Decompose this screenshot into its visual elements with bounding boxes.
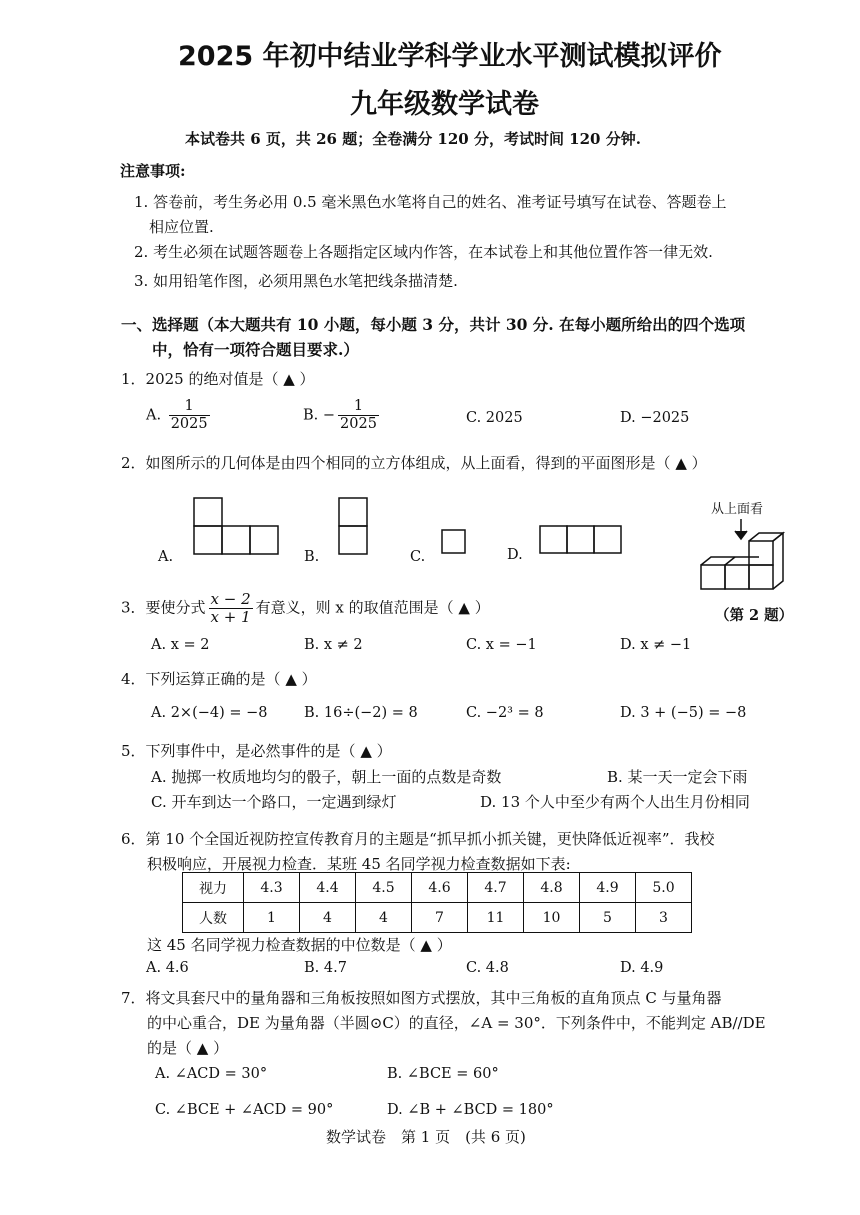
q2-option-d-figure: [539, 525, 623, 555]
q2-view-label: 从上面看: [711, 502, 764, 517]
table-cell: 5: [580, 903, 636, 933]
q3-stem: 3．要使分式 $\frac{x - 2}{x + 1}$ 有意义，则 x 的取值范围是（ ▲ ）: [121, 590, 490, 626]
q7-stem: 7．将文具套尺中的量角器和三角板按照如图方式摆放，其中三角板的直角顶点 C 与量角器: [121, 989, 722, 1007]
notice-item-1-cont: 相应位置.: [149, 218, 214, 236]
table-row: [183, 903, 692, 933]
table-cell: 11: [468, 903, 524, 933]
page-footer: 数学试卷 第 1 页 (共 6 页): [326, 1128, 526, 1146]
q2-option-d-label: D.: [507, 547, 523, 563]
q2-stem: 2．如图所示的几何体是由四个相同的立方体组成，从上面看，得到的平面图形是（ ▲ ）: [121, 454, 707, 472]
table-cell: 视力: [183, 873, 244, 903]
q6-stem-cont: 积极响应，开展视力检查．某班 45 名同学视力检查数据如下表:: [147, 855, 571, 873]
page-title: 2025 年初中结业学科学业水平测试模拟评价: [178, 41, 722, 72]
table-cell: 7: [412, 903, 468, 933]
q3-option-b: B. x ≠ 2: [304, 637, 363, 653]
table-cell: 人数: [183, 903, 244, 933]
q3-option-a: A. x = 2: [151, 637, 210, 653]
q2-caption: （第 2 题）: [715, 607, 794, 624]
q5-option-d: D. 13 个人中至少有两个人出生月份相同: [480, 793, 750, 811]
q2-option-b-figure: [338, 497, 370, 555]
page-subtitle: 九年级数学试卷: [350, 89, 539, 120]
q6-question: 这 45 名同学视力检查数据的中位数是（ ▲ ）: [147, 936, 452, 954]
q4-option-a: A. 2×(−4) = −8: [151, 705, 268, 721]
table-cell: 5.0: [636, 873, 692, 903]
q5-option-a: A. 抛掷一枚质地均匀的骰子，朝上一面的点数是奇数: [151, 768, 502, 786]
q4-stem: 4．下列运算正确的是（ ▲ ）: [121, 670, 317, 688]
q7-option-c: C. ∠BCE + ∠ACD = 90°: [155, 1102, 334, 1118]
q3-option-c: C. x = −1: [466, 637, 537, 653]
table-cell: 10: [524, 903, 580, 933]
q1-option-c: C. 2025: [466, 410, 523, 426]
table-cell: 4.5: [356, 873, 412, 903]
table-cell: 4.3: [244, 873, 300, 903]
q2-option-c-figure: [441, 529, 467, 555]
table-row: [183, 873, 692, 903]
q4-option-c: C. −2³ = 8: [466, 705, 544, 721]
table-cell: 1: [244, 903, 300, 933]
notice-item-3: 3. 如用铅笔作图，必须用黑色水笔把线条描清楚.: [134, 272, 458, 290]
table-cell: 4.7: [468, 873, 524, 903]
q1-option-d: D. −2025: [620, 410, 690, 426]
notice-heading: 注意事项:: [120, 162, 186, 180]
q4-option-d: D. 3 + (−5) = −8: [620, 705, 747, 721]
table-cell: 4.8: [524, 873, 580, 903]
q6-option-d: D. 4.9: [620, 960, 664, 976]
section-heading-cont: 中，恰有一项符合题目要求.）: [152, 340, 359, 359]
q6-stem: 6．第 10 个全国近视防控宣传教育月的主题是“抓早抓小抓关键，更快降低近视率”．我校: [121, 830, 715, 848]
q6-option-c: C. 4.8: [466, 960, 509, 976]
q2-option-b-label: B.: [304, 549, 320, 565]
exam-info: 本试卷共 6 页，共 26 题；全卷满分 120 分，考试时间 120 分钟.: [185, 130, 641, 148]
q7-stem-cont: 的中心重合，DE 为量角器（半圆⊙C）的直径，∠A = 30°．下列条件中，不能判定 AB//DE: [147, 1014, 766, 1032]
q5-option-b: B. 某一天一定会下雨: [607, 768, 748, 786]
table-cell: 4: [356, 903, 412, 933]
section-heading: 一、选择题（本大题共有 10 小题，每小题 3 分，共计 30 分. 在每小题所给出的四个选项: [121, 315, 746, 334]
table-cell: 4: [300, 903, 356, 933]
notice-item-2: 2. 考生必须在试题答题卷上各题指定区域内作答，在本试卷上和其他位置作答一律无效.: [134, 243, 713, 261]
q2-option-a-label: A.: [158, 549, 174, 565]
table-cell: 4.4: [300, 873, 356, 903]
q6-option-a: A. 4.6: [146, 960, 189, 976]
q3-option-d: D. x ≠ −1: [620, 637, 692, 653]
table-cell: 4.6: [412, 873, 468, 903]
q5-option-c: C. 开车到达一个路口，一定遇到绿灯: [151, 793, 397, 811]
q1-option-b: B. − $\frac{1}{2025}$: [303, 398, 377, 432]
q1-option-a: A. $\frac{1}{2025}$: [146, 398, 208, 432]
q5-stem: 5．下列事件中，是必然事件的是（ ▲ ）: [121, 742, 392, 760]
vision-table: [182, 872, 692, 933]
q2-option-a-figure: [193, 497, 283, 555]
table-cell: 4.9: [580, 873, 636, 903]
q7-stem-end: 的是（ ▲ ）: [147, 1039, 229, 1057]
q6-option-b: B. 4.7: [304, 960, 347, 976]
q2-option-c-label: C.: [410, 549, 426, 565]
q7-option-b: B. ∠BCE = 60°: [387, 1066, 499, 1082]
q2-solid-figure: [695, 515, 805, 595]
q7-option-d: D. ∠B + ∠BCD = 180°: [387, 1102, 554, 1118]
q4-option-b: B. 16÷(−2) = 8: [304, 705, 418, 721]
q7-option-a: A. ∠ACD = 30°: [155, 1066, 268, 1082]
table-cell: 3: [636, 903, 692, 933]
notice-item-1: 1. 答卷前，考生务必用 0.5 毫米黑色水笔将自己的姓名、准考证号填写在试卷、答题卷上: [134, 193, 727, 211]
q1-stem: 1．2025 的绝对值是（ ▲ ）: [121, 370, 315, 388]
